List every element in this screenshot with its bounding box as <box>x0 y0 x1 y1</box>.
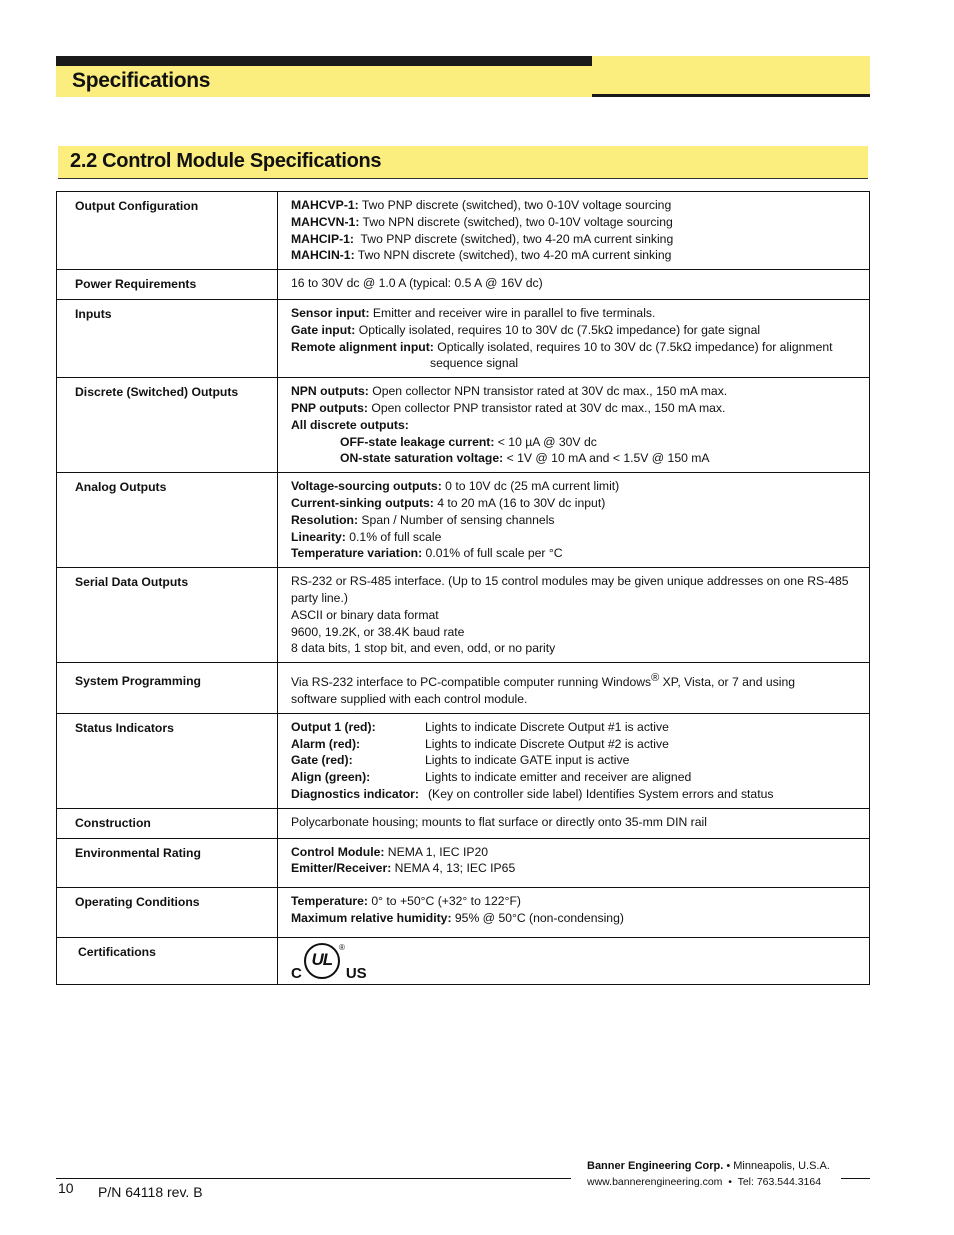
spec-label: Status Indicators <box>57 713 278 808</box>
spec-value: Sensor input: Emitter and receiver wire in parallel to five terminals. Gate input: Optically isolated, requires 10 to 30V dc (7.5kΩ impedance) for gate signal Remote alignment input: Optically isolated, requires 10 to 30V dc (7.5kΩ impedance) for alignment sequence signal <box>278 299 870 377</box>
spec-row-certifications <box>57 937 870 984</box>
spec-label: Power Requirements <box>57 270 278 300</box>
spec-label: Output Configuration <box>57 192 278 270</box>
company-line: Banner Engineering Corp. • Minneapolis, U.S.A. <box>587 1160 830 1172</box>
spec-value <box>278 713 870 808</box>
spec-row-inputs <box>57 299 870 377</box>
spec-value: RS-232 or RS-485 interface. (Up to 15 control modules may be given unique addresses on one RS-485 party line.) ASCII or binary data format 9600, 19.2K, or 38.4K baud rate 8 data bits, 1 stop bit, and even, odd, or no parity <box>278 568 870 663</box>
spec-row-system-programming <box>57 663 870 714</box>
spec-label: Analog Outputs <box>57 473 278 568</box>
status-indicator-row: Align (green): Lights to indicate emitter and receiver are aligned <box>291 770 692 785</box>
section-rule <box>58 178 868 179</box>
status-indicator-row: Output 1 (red): Lights to indicate Discrete Output #1 is active <box>291 719 669 734</box>
footer-rule-right <box>841 1178 870 1179</box>
cul-us-logo: C UL ® US <box>291 942 367 982</box>
spec-label: Construction <box>57 808 278 838</box>
spec-value: MAHCVP-1: Two PNP discrete (switched), two 0-10V voltage sourcing MAHCVN-1: Two NPN discrete (switched), two 0-10V voltage sourcing MAHCIP-1: Two PNP discrete (switched), two 4-20 mA current sinking MAHCIN-1: Two NPN discrete (switched), two 4-20 mA current sinking <box>278 192 870 270</box>
spec-row-status-indicators <box>57 713 870 808</box>
company-contact: www.bannerengineering.com • Tel: 763.544.3164 <box>587 1176 822 1188</box>
spec-row-serial-data-outputs <box>57 568 870 663</box>
spec-label: Serial Data Outputs <box>57 568 278 663</box>
ul-mark-icon: UL ® <box>304 943 340 979</box>
spec-value: 16 to 30V dc @ 1.0 A (typical: 0.5 A @ 16V dc) <box>278 270 870 300</box>
spec-value: Temperature: 0° to +50°C (+32° to 122°F) Maximum relative humidity: 95% @ 50°C (non-condensing) <box>278 888 870 938</box>
spec-label: System Programming <box>57 663 278 714</box>
spec-value: Control Module: NEMA 1, IEC IP20 Emitter/Receiver: NEMA 4, 13; IEC IP65 <box>278 838 870 888</box>
spec-label: Environmental Rating <box>57 838 278 888</box>
spec-row-operating-conditions <box>57 888 870 938</box>
status-indicator-row: Alarm (red): Lights to indicate Discrete Output #2 is active <box>291 736 669 751</box>
page-title: Specifications <box>72 69 211 92</box>
spec-value: Polycarbonate housing; mounts to flat surface or directly onto 35-mm DIN rail <box>278 808 870 838</box>
section-title: 2.2 Control Module Specifications <box>70 150 382 172</box>
status-indicator-row: Diagnostics indicator: (Key on controller side label) Identifies System errors and status <box>291 786 774 801</box>
status-indicator-row: Gate (red): Lights to indicate GATE input is active <box>291 753 630 768</box>
spec-value: Voltage-sourcing outputs: 0 to 10V dc (25 mA current limit) Current-sinking outputs: 4 to 20 mA (16 to 30V dc input) Resolution: Span / Number of sensing channels Linearity: 0.1% of full scale Temperature variation: 0.01% of full scale per °C <box>278 473 870 568</box>
header-black-stripe <box>56 56 592 66</box>
spec-row-output-configuration <box>57 192 870 270</box>
part-number: P/N 64118 rev. B <box>98 1184 203 1200</box>
spec-label: Operating Conditions <box>57 888 278 938</box>
spec-label: Certifications <box>57 937 278 984</box>
spec-table <box>56 191 870 985</box>
spec-row-discrete-outputs <box>57 378 870 473</box>
spec-row-environmental-rating <box>57 838 870 888</box>
spec-value <box>278 937 870 984</box>
spec-row-construction <box>57 808 870 838</box>
header-rule <box>592 94 870 97</box>
spec-value: Via RS-232 interface to PC-compatible computer running Windows® XP, Vista, or 7 and using software supplied with each control module. <box>278 663 870 714</box>
spec-label: Inputs <box>57 299 278 377</box>
spec-value: NPN outputs: Open collector NPN transistor rated at 30V dc max., 150 mA max. PNP outputs: Open collector PNP transistor rated at 30V dc max., 150 mA max. All discrete outputs: OFF-state leakage current: < 10 µA @ 30V dc ON-state saturation voltage: < 1V @ 10 mA and < 1.5V @ 150 mA <box>278 378 870 473</box>
footer-rule-left <box>56 1178 571 1179</box>
spec-row-analog-outputs <box>57 473 870 568</box>
spec-row-power-requirements <box>57 270 870 300</box>
page-number: 10 <box>58 1180 74 1196</box>
spec-label: Discrete (Switched) Outputs <box>57 378 278 473</box>
